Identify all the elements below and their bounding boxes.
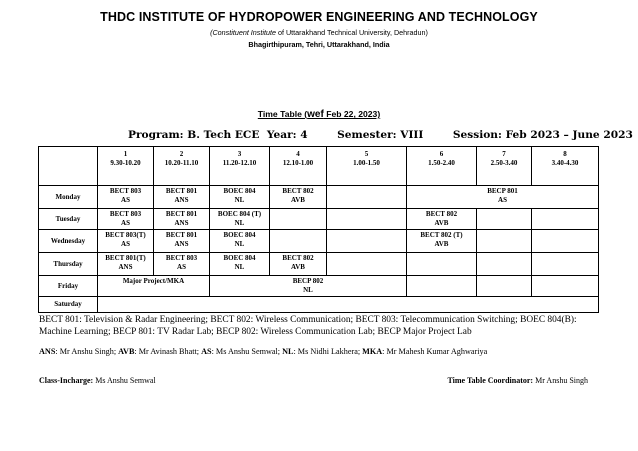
staff-name: : Mr Avinash Bhatt; [134, 347, 202, 356]
lab-cell: BECP 801 AS [407, 186, 599, 209]
session-label: Session: Feb 2023 – June 2023 [452, 129, 633, 141]
incharge-label: Class-Incharge: [39, 376, 94, 385]
empty-cell [532, 230, 599, 253]
table-row [39, 276, 599, 297]
staff-code: AVB [118, 347, 135, 356]
table-row [39, 186, 599, 209]
empty-cell [532, 253, 599, 276]
project-cell: Major Project/MKA [98, 276, 210, 297]
class-cell: BECT 802 AVB [407, 209, 477, 230]
table-row [39, 230, 599, 253]
empty-cell [327, 230, 407, 253]
corner-cell [39, 147, 98, 186]
table-row [39, 297, 599, 313]
period-1-header: 1 9.30-10.20 [98, 147, 154, 186]
period-5-header: 5 1.00-1.50 [327, 147, 407, 186]
title-prefix: Time Table ( [257, 109, 308, 119]
day-cell: Tuesday [39, 209, 98, 230]
empty-cell [477, 253, 532, 276]
day-cell: Saturday [39, 297, 98, 313]
class-cell: BECT 803 AS [154, 253, 210, 276]
period-6-header: 6 1.50-2.40 [407, 147, 477, 186]
empty-cell [532, 209, 599, 230]
class-cell: BOEC 804 NL [210, 253, 270, 276]
program-line [128, 129, 633, 141]
empty-cell [270, 209, 327, 230]
period-7-header: 7 2.50-3.40 [477, 147, 532, 186]
empty-cell [477, 209, 532, 230]
empty-cell [477, 230, 532, 253]
staff-code: ANS [39, 347, 56, 356]
course-legend: BECT 801: Television & Radar Engineering; BECT 802: Wireless Communication; BECT 803: Telecommunication Switching; BOEC 804(B): Machine Learning; BECP 801: TV Radar Lab; BECP 802: Wireless Communication Lab; BECP Major Project Lab [39, 315, 577, 337]
class-cell: BOEC 804 (T) NL [210, 209, 270, 230]
staff-name: : Mr Mahesh Kumar Aghwariya [382, 347, 488, 356]
timetable [38, 146, 599, 313]
period-8-header: 8 3.40-4.30 [532, 147, 599, 186]
class-cell: BECT 801 ANS [154, 209, 210, 230]
coordinator-label: Time Table Coordinator: [447, 376, 534, 385]
day-cell: Wednesday [39, 230, 98, 253]
class-cell: BECT 803 AS [98, 209, 154, 230]
class-cell: BECT 803(T) AS [98, 230, 154, 253]
class-cell: BOEC 804 NL [210, 230, 270, 253]
staff-name: : Ms Nidhi Lakhera; [293, 347, 363, 356]
staff-code: NL [282, 347, 294, 356]
empty-cell [327, 253, 407, 276]
class-incharge [39, 376, 156, 385]
timetable-coordinator [447, 376, 588, 385]
staff-code: MKA [362, 347, 383, 356]
empty-cell [407, 253, 477, 276]
title-suffix: Feb 22, 2023) [323, 109, 381, 119]
table-row [39, 253, 599, 276]
lab-cell: BECP 802 NL [210, 276, 407, 297]
period-2-header: 2 10.20-11.10 [154, 147, 210, 186]
year-label: Year: 4 [266, 129, 308, 141]
incharge-name: Ms Anshu Semwal [93, 376, 156, 385]
staff-code: AS [201, 347, 212, 356]
empty-cell [407, 276, 477, 297]
staff-name: : Mr Anshu Singh; [55, 347, 119, 356]
staff-name: : Ms Anshu Semwal; [211, 347, 283, 356]
period-header-row [39, 147, 599, 186]
empty-cell [270, 230, 327, 253]
title-wef: wef [307, 109, 324, 120]
empty-cell [477, 276, 532, 297]
class-cell: BECT 801(T) ANS [98, 253, 154, 276]
staff-legend [39, 347, 599, 356]
period-4-header: 4 12.10-1.00 [270, 147, 327, 186]
day-cell: Thursday [39, 253, 98, 276]
empty-cell [327, 186, 407, 209]
subtitle-rest: of Uttarakhand Technical University, Dehradun) [275, 28, 428, 37]
day-cell: Friday [39, 276, 98, 297]
empty-cell [532, 276, 599, 297]
coordinator-name: Mr Anshu Singh [533, 376, 588, 385]
period-3-header: 3 11.20-12.10 [210, 147, 270, 186]
class-cell: BECT 802 AVB [270, 253, 327, 276]
program-label: Program: B. Tech ECE [128, 129, 260, 141]
empty-cell [98, 297, 599, 313]
institute-subtitle [0, 28, 638, 37]
class-cell: BECT 802 AVB [270, 186, 327, 209]
institute-name: THDC INSTITUTE OF HYDROPOWER ENGINEERING AND TECHNOLOGY [100, 10, 538, 24]
semester-label: Semester: VIII [337, 129, 424, 141]
day-cell: Monday [39, 186, 98, 209]
timetable-title [0, 109, 638, 120]
class-cell: BECT 801 ANS [154, 186, 210, 209]
class-cell: BOEC 804 NL [210, 186, 270, 209]
table-row [39, 209, 599, 230]
class-cell: BECT 802 (T) AVB [407, 230, 477, 253]
subtitle-italic: (Constituent Institute [210, 28, 276, 37]
class-cell: BECT 803 AS [98, 186, 154, 209]
institute-address: Bhagirthipuram, Tehri, Uttarakhand, India [248, 40, 390, 49]
class-cell: BECT 801 ANS [154, 230, 210, 253]
empty-cell [327, 209, 407, 230]
